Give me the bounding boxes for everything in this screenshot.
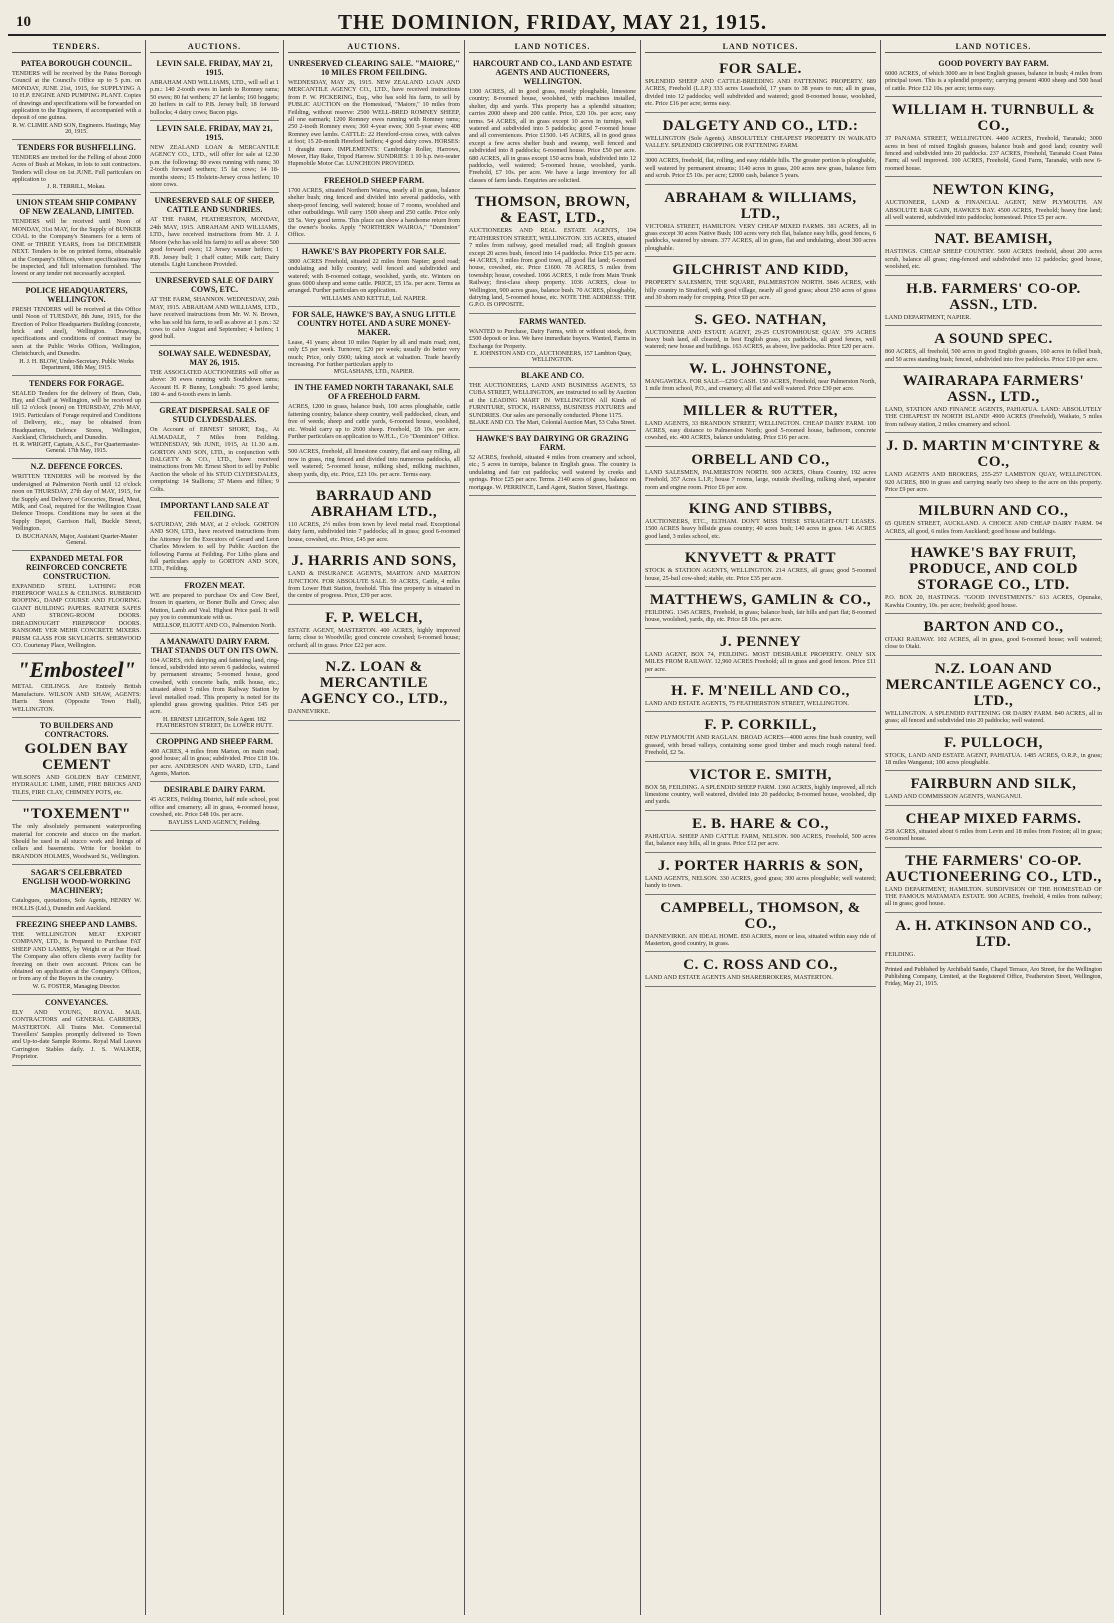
advertisement (150, 782, 279, 830)
ad-display-name: F. P. CORKILL, (704, 717, 817, 734)
advertisement (150, 403, 279, 498)
advertisement (885, 177, 1102, 226)
ad-body: NEW PLYMOUTH AND RAGLAN. BROAD ACRES—4000 acres fine bush country, well grassed, with broad valleys, containing some good timber and much rough natural feed. Freehold, £2 5s. (645, 734, 876, 757)
advertisement (645, 56, 876, 113)
advertisement (288, 483, 460, 548)
advertisement (12, 718, 141, 801)
advertisement (150, 734, 279, 783)
ad-body: TENDERS will be received until Noon of MONDAY, 31st MAY, for the Supply of BUNKER COAL to the Company's Steamers for a term of ONE or THREE YEARS, from 1st DECEMBER NEXT. Tenders to be on printed forms, obtainable at the Company's Offices, where specifications may be inspected, and full information furnished. The lowest or any tender not necessarily accepted. (12, 218, 141, 278)
advertisement (885, 614, 1102, 656)
advertisement (885, 97, 1102, 177)
ad-body: SPLENDID SHEEP AND CATTLE-BREEDING AND FATTENING PROPERTY. 689 ACRES, Freehold (L.I.P.) 333 acres Leasehold, 17 years to 38 years to run; all in grass, divided into 12 paddocks; well subdivided and watered; good 8-roomed house, woolshed, etc. Price £16 per acre; terms easy. (645, 78, 876, 108)
advertisement (150, 193, 279, 273)
advertisement (885, 368, 1102, 433)
advertisement (645, 853, 876, 895)
ad-body: PROPERTY SALESMEN, THE SQUARE, PALMERSTON NORTH. 3846 ACRES, with hilly country in Stratford, with good village, nearly all good grass; about 250 acres of grass and 30 shorn ready for cropping. Price £8 per acre. (645, 279, 876, 302)
advertisement (645, 307, 876, 356)
ad-display-name: CAMPBELL, THOMSON, & CO., (660, 899, 861, 932)
ad-display-name: THOMSON, BROWN, & EAST, LTD., (474, 194, 631, 227)
ad-heading: FREEZING SHEEP AND LAMBS. (16, 920, 137, 929)
advertisement (288, 654, 460, 720)
ad-display-name: GOLDEN BAY CEMENT (24, 740, 129, 773)
ad-body: STOCK & STATION AGENTS, WELLINGTON. 214 ACRES, all grass; good 5-roomed house, 25-bail cow-shed; stable, etc. Price £35 per acre. (645, 567, 876, 582)
column-3 (283, 40, 464, 1615)
advertisement (288, 380, 460, 445)
ad-display-name: KING AND STIBBS, (688, 500, 833, 517)
ad-body: AT THE FARM, SHANNON. WEDNESDAY, 26th MAY, 1915. ABRAHAM AND WILLIAMS, LTD., have received instructions from Mr. W. N. Brown, who has sold his farm, to sell as above at 1 p.m.: 32 cows to calve August and September; 4 heifers; 1 good bull. (150, 296, 279, 341)
advertisement (885, 913, 1102, 963)
ad-display-name: MILLER & RUTTER, (682, 402, 839, 419)
ad-body: WILSON'S AND GOLDEN BAY CEMENT, HYDRAULIC LIME, LIME, FIRE BRICKS AND TILES, FIRE CLAY, CHIMNEY POTS, etc. (12, 773, 141, 796)
ad-display-name: W. L. JOHNSTONE, (689, 360, 832, 377)
ad-heading: IN THE FAMED NORTH TARANAKI, SALE OF A FREEHOLD FARM. (294, 383, 454, 402)
advertisement (885, 226, 1102, 275)
advertisement (12, 459, 141, 550)
ad-body: AUCTIONEER AND ESTATE AGENT, 29-25 CUSTOMHOUSE QUAY. 379 ACRES heavy bush land, all cleared, in best English grass, six paddocks, all good fences, well watered; new house and buildings. 163 ACRES, as above, live paddocks. Price £20 per acre. (645, 328, 876, 351)
ad-body: AUCTIONEER, LAND & FINANCIAL AGENT, NEW PLYMOUTH. AN ABSOLUTE BAR GAIN, HAWKE'S BAY. 4500 ACRES, Freehold; heavy fine land; all well watered, subdivided into paddocks; homestead. Price £5 per acre. (885, 199, 1102, 222)
advertisement (12, 917, 141, 995)
ad-body: LAND AGENT, BOX 74, FEILDING. MOST DESIRABLE PROPERTY. ONLY SIX MILES FROM RAILWAY. 12,960 ACRES Freehold; all in grass and good fences. Price £11 per acre. (645, 650, 876, 673)
advertisement (645, 496, 876, 545)
advertisement (288, 548, 460, 605)
ad-body: LAND & INSURANCE AGENTS, MARTON AND MARTON JUNCTION. FOR ABSOLUTE SALE. 59 ACRES, Cattle, 4 miles from Lower Hutt Station, freehold. This fine property is situated in the centre of progress. Price, £39 per acre. (288, 570, 460, 600)
ad-body: MANGAWEKA. FOR SALE—£250 CASH. 150 ACRES, Freehold, near Palmerston North, 1 mile from school, P.O., and creamery; all flat and well watered. Price £30 per acre. (645, 377, 876, 393)
section-heading: TENDERS. (12, 42, 141, 53)
ad-body: LAND DEPARTMENT, NAPIER. (885, 313, 971, 321)
ad-body: EXPANDED STEEL LATHING FOR FIREPROOF WALLS & CEILINGS. RUBEROID ROOFING, DAMP COURSE AND FLOORING. GIANT BUILDING PAPERS. RATNER SAFES AND STRONG-ROOM DOORS. DREADNOUGHT FIREPROOF DOORS. RANSOME VER MEHR CONCRETE MIXERS. PRISM GLASS FOR SKYLIGHTS. SHERWOOD CO. Courtenay Place, Wellington. (12, 582, 141, 649)
ad-body: SEALED Tenders for the delivery of Bran, Oats, Hay, and Chaff at Wellington, will be received up till 12 o'clock (noon) on THURSDAY, 27th MAY, 1915. Particulars of Forage required and Conditions of Delivery, etc., may be obtained from Headquarters, Defence Stores, Wellington, Auckland, Christchurch, and Dunedin. (12, 389, 141, 441)
section-heading: LAND NOTICES. (469, 42, 636, 53)
advertisement (645, 952, 876, 986)
ad-body: DANNEVIRKE. (288, 708, 331, 716)
ad-body: Lease, 41 years; about 10 miles Napier by all and main road; rent, only £5 per week. Turnover, £20 per week; usually do better very much; Price, only £600; taking stock at valuation. Trade heavily increasing. For further particulars apply to (288, 338, 460, 368)
ad-display-name: E. B. HARE & CO., (692, 815, 829, 832)
ad-body: WE are prepared to purchase Ox and Cow Beef, frozen in quarters, or Boner Bulls and Cows; also Mutton, Lamb and Veal. Highest Price paid. It will pay you to communicate with us. (150, 591, 279, 622)
ad-display-name: J. HARRIS AND SONS, (291, 553, 457, 570)
ad-body: ACRES, 1200 in grass, balance bush, 100 acres ploughable, cattle fattening country, balance sheep country, well paddocked, clean, and free of weeds; sheep and cattle yards, 6-roomed house, woolshed, etc. Would carry up to 2600 sheep. Freehold, £8 10s. per acre. Further particulars on application to W.H.L., C/o "Dominion" Office. (288, 403, 460, 440)
advertisement (645, 154, 876, 184)
ad-heading: LEVIN SALE. FRIDAY, MAY 21, 1915. (156, 59, 273, 77)
ad-heading: BLAKE AND CO. (521, 370, 584, 380)
advertisement (885, 276, 1102, 326)
ad-display-name: N.Z. LOAN AND MERCANTILE AGENCY CO., LTD., (885, 660, 1102, 709)
ad-heading: UNRESERVED SALE OF DAIRY COWS, ETC. (155, 276, 274, 295)
advertisement (885, 656, 1102, 730)
ad-heading: A MANAWATU DAIRY FARM. THAT STANDS OUT ON ITS OWN. (151, 636, 278, 655)
ad-body: LAND AGENTS, NELSON. 330 ACRES, good grass; 300 acres ploughable; well watered; handy to town. (645, 874, 876, 890)
ad-body: STOCK, LAND AND ESTATE AGENT, PAHIATUA. 1485 ACRES, O.R.P., in grass; 18 miles Wanganui; 100 acres ploughable. (885, 751, 1102, 766)
ad-body: Catalogues, quotations, Sole Agents, HENRY W. HOLLIS (Ltd.), Dunedin and Auckland. (12, 897, 141, 912)
column-5 (640, 40, 880, 1615)
ad-display-name: F. PULLOCH, (944, 734, 1043, 751)
ad-body: WRITTEN TENDERS will be received by the undersigned at Palmerston North until 12 o'clock noon on THURSDAY, 27th day of MAY, 1915, for the Supply and Delivery of Groceries, Bread, Meat, Milk, and Coal, required for the Wellington Coast Defence Troops. Conditions may be seen at the Supply Depot, Garrison Hall, Buckle Street, Wellington. (12, 473, 141, 533)
ad-heading: FREEHOLD SHEEP FARM. (323, 175, 425, 185)
ad-heading: SOLWAY SALE. WEDNESDAY, MAY 26, 1915. (158, 348, 271, 367)
ad-display-name: BARRAUD AND ABRAHAM LTD., (310, 488, 438, 521)
advertisement (885, 326, 1102, 368)
advertisement (645, 587, 876, 629)
ad-body: TENDERS will be received by the Patea Borough Council at the Council's Office up to 5 p.m. on MONDAY, JUNE 21st, 1915, for SUPPLYING A 10 H.P. ENGINE AND PUMPING PLANT. Copies of drawings and specifications will be forwarded on application to the Engineers, if accompanied with a deposit of one guinea. (12, 70, 141, 122)
ad-display-name: WILLIAM H. TURNBULL & CO., (891, 102, 1096, 135)
advertisement (885, 433, 1102, 498)
ad-display-name: BARTON AND CO., (923, 618, 1064, 635)
ad-body: 3800 ACRES Freehold, situated 22 miles from Napier; good road; undulating and hilly country; well fenced and subdivided and watered; with 8-roomed cottage, woolshed, yards, etc. Winters on grass 6000 sheep and some cattle. PRICE, £5 15s. per acre. Terms as arranged. Further particulars on application. (288, 257, 460, 295)
imprint: Printed and Published by Archibald Sando, Chapel Terrace, Aro Street, for the Wellington Publishing Company, Limited, at the Registered Office, Featherston Street, Wellington, Friday, May 21, 1915. (885, 967, 1102, 988)
advertisement (12, 140, 141, 196)
ad-heading: LEVIN SALE. FRIDAY, MAY 21, 1915. (156, 124, 273, 143)
ad-body: LAND SALESMEN, PALMERSTON NORTH. 909 ACRES, Ohura Country, 192 acres Freehold, 357 Acres L.I.P.; house 7 rooms, large, outside dwelling, milking shed, separator room and engine room. Price £6 per acre. (645, 468, 876, 491)
ad-display-name: J. PENNEY (719, 633, 802, 650)
ad-signature: E. JOHNSTON AND CO., AUCTIONEERS, 157 Lambton Quay, WELLINGTON. (473, 350, 632, 363)
column-2 (145, 40, 283, 1615)
ad-heading: GREAT DISPERSAL SALE OF STUD CLYDESDALES. (159, 406, 270, 425)
ad-display-name: J. D. MARTIN M'CINTYRE & CO., (886, 438, 1101, 471)
ad-body: METAL CEILINGS. Are Entirely British Manufacture. WILSON AND SHAW, AGENTS: Harris Street (Opposite Town Hall), WELLINGTON. (12, 683, 141, 713)
ad-display-name: S. GEO. NATHAN, (694, 311, 827, 328)
advertisement (645, 447, 876, 496)
ad-signature: W. G. FOSTER, Managing Director. (32, 983, 121, 990)
ad-body: OTAKI RAILWAY. 102 ACRES, all in grass, good 6-roomed house; well watered; close to Otaki. (885, 635, 1102, 651)
advertisement (885, 498, 1102, 540)
ad-body: LAND AGENTS, 33 BRANDON STREET, WELLINGTON. CHEAP DAIRY FARM. 100 ACRES, easy distance to Palmerston North; good 5-roomed house, bathroom, concrete cowshed, etc. 400 ACRES, balance undulating. Price £16 per acre. (645, 419, 876, 442)
ad-heading: N.Z. DEFENCE FORCES. (30, 462, 123, 472)
ad-body: 1700 ACRES, situated Northern Wairoa, nearly all in grass, balance shelter bush; ring fenced and divided into several paddocks, with sheep-proof fencing, well watered; house of 7 rooms, woolshed and other outbuildings. Will carry 1500 sheep and 250 cattle. Price only £8 5s. Very good terms. This place can show a handsome return from the owner's books. Apply "NORTHERN WAIROA," "Dominion" Office. (288, 186, 460, 239)
column-6 (880, 40, 1106, 1615)
ad-body: The only absolutely permanent waterproofing material for concrete and stucco on the market. Should be used in all stucco work and linings of cellars and basements. Write for booklet to BRANDON HOLMES, Woodward St., Wellington. (12, 823, 141, 860)
advertisement (288, 173, 460, 244)
advertisement (12, 995, 141, 1066)
ad-body: On Account of ERNEST SHORT, Esq., At ALMADALE, 7 Miles from Feilding. WEDNESDAY, 9th JUNE, 1915, At 11.30 a.m. GORTON AND SON, LTD., in conjunction with DALGETY & CO., LTD., have received instructions from Mr. Ernest Short to sell by Public Auction the whole of his STUD CLYDESDALES, comprising: 14 Stallions; 37 Mares and fillies; 9 Colts. (150, 426, 279, 493)
ad-heading: HAWKE'S BAY DAIRYING OR GRAZING FARM. (476, 434, 629, 452)
ad-heading: POLICE HEADQUARTERS, WELLINGTON. (25, 285, 128, 304)
ad-body: LAND DEPARTMENT, HAMILTON. SUBDIVISION OF THE HOMESTEAD OF THE FAMOUS MATAMATA ESTATE. 900 ACRES, freehold, 4 miles from railway; all in grass; good house. (885, 885, 1102, 908)
ad-signature: H. R. WRIGHT, Captain, A.S.C., For Quartermaster-General. 17th May, 1915. (12, 442, 141, 455)
ad-body: PAHIATUA. SHEEP AND CATTLE FARM, NELSON. 900 ACRES, Freehold, 500 acres flat, balance easy hills, all in grass. Price £12 per acre. (645, 832, 876, 848)
section-heading: AUCTIONS. (288, 42, 460, 53)
ad-heading: CONVEYANCES. (44, 997, 109, 1007)
ad-body: 500 ACRES, freehold, all limestone country, flat and easy rolling, all now in grass, ring fenced and divided into numerous paddocks, all well watered; 5-roomed house, milking shed, milking machines, sheep yards, dip, etc. Price, £23 10s. per acre. Terms easy. (288, 448, 460, 478)
ad-heading: FOR SALE, HAWKE'S BAY, A SNUG LITTLE COUNTRY HOTEL AND A SURE MONEY-MAKER. (292, 309, 456, 337)
ad-display-name: H. F. M'NEILL AND CO., (671, 683, 850, 700)
ad-body: WELLINGTON. A SPLENDID FATTENING OR DAIRY FARM. 840 ACRES, all in grass; all fenced and subdivided into 20 paddocks; well watered. (885, 709, 1102, 725)
ad-display-name: NEWTON KING, (932, 182, 1055, 199)
advertisement (645, 356, 876, 398)
advertisement (645, 398, 876, 447)
advertisement (469, 368, 636, 431)
ad-heading: PATEA BOROUGH COUNCIL. (20, 59, 133, 68)
advertisement (12, 551, 141, 655)
ad-display-name: ORBELL AND CO., (691, 451, 830, 468)
ad-heading: GOOD POVERTY BAY FARM. (938, 59, 1049, 68)
advertisement (645, 629, 876, 678)
page-number: 10 (16, 14, 31, 30)
advertisement (12, 654, 141, 718)
ad-body: P.O. BOX 20, HASTINGS. "GOOD INVESTMENTS." 613 ACRES, Opunake, Kawhia Country, 10s. per acre; freehold; good house. (885, 594, 1102, 609)
masthead (8, 10, 1106, 36)
advertisement (885, 56, 1102, 97)
advertisement (288, 307, 460, 381)
ad-signature: BAYLISS LAND AGENCY, Feilding. (168, 819, 261, 826)
ad-display-name: A. H. ATKINSON AND CO., LTD. (895, 917, 1092, 950)
advertisement (288, 244, 460, 307)
advertisement (469, 431, 636, 496)
ad-display-name: MILBURN AND CO., (918, 503, 1069, 520)
ad-heading: HAWKE'S BAY PROPERTY FOR SALE. (301, 246, 447, 256)
ad-signature: D. BUCHANAN, Major, Assistant Quarter-Master General. (15, 533, 138, 546)
ad-body: 45 ACRES, Feilding District, half mile school, post office and creamery; all in grass, 4-roomed house, cowshed, etc. Price £48 10s. per acre. (150, 796, 279, 819)
ad-heading: UNRESERVED SALE OF SHEEP, CATTLE AND SUNDRIES. (154, 196, 275, 215)
ad-display-name: "TOXEMENT" (22, 806, 131, 823)
ad-body: ELY AND YOUNG, ROYAL MAIL CONTRACTORS and GENERAL CARRIERS, MASTERTON. All Trains Met. Commercial Travellers' Samples promptly delivered to Town and Up-to-date Sample Rooms. Royal Mail Leaves Carrington Stables daily. J. S. WALKER, Proprietor. (12, 1008, 141, 1061)
ad-heading: CROPPING AND SHEEP FARM. (156, 736, 273, 746)
advertisement (885, 730, 1102, 772)
ad-display-name: C. C. ROSS AND CO., (683, 957, 838, 974)
ad-signature: WILLIAMS AND KETTLE, Ltd. NAPIER. (321, 295, 427, 302)
advertisement (12, 195, 141, 282)
column-4 (464, 40, 640, 1615)
section-heading: AUCTIONS. (150, 42, 279, 53)
ad-body: AUCTIONEERS AND REAL ESTATE AGENTS, 194 FEATHERSTON STREET, WELLINGTON. 335 ACRES, situated 7 miles from railway, good metalled road; all English grasses except 20 acres bush, fenced into 14 paddocks. Price £15 per acre. 44 ACRES, 3 miles from good town, all good flat land; 6-roomed house, cowshed, etc. Price £1600. 78 ACRES, 5 miles from township; house, cowshed. 1066 ACRES, 1 mile from Main Trunk Railway; first-class sheep property. 1036 ACRES, close to Wellington, 900 acres grass, balance bush. 70 ACRES, ploughable, dairying land, 5-roomed house, etc. NOTE THE ADDRESS: THE G.P.O. IS OPPOSITE. (469, 227, 636, 309)
advertisement (288, 445, 460, 483)
ad-body: 65 QUEEN STREET, AUCKLAND. A CHOICE AND CHEAP DAIRY FARM. 94 ACRES, all good, 6 miles from Auckland; good house and buildings. (885, 520, 1102, 535)
ad-logo-text: "Embosteel" (17, 657, 136, 683)
ad-heading: SAGAR'S CELEBRATED ENGLISH WOOD-WORKING MACHINERY; (22, 868, 131, 896)
ad-body: WANTED to Purchase, Dairy Farms, with or without stock, from £500 deposit or less. We have immediate buyers. Wanted, Farms in Exchange for Property. (469, 327, 636, 350)
advertisement (469, 56, 636, 189)
advertisement (645, 257, 876, 306)
ad-body: SATURDAY, 29th MAY, at 2 o'clock. GORTON AND SON, LTD., have received instructions from the Attorney for the Executors of Gerard and Leon Charles Mowlem to sell by Public Auction the following Farms at Feilding. For Litho plans and full particulars apply to GORTON AND SON, LTD., Feilding. (150, 521, 279, 573)
ad-body: WELLINGTON (Sole Agents). ABSOLUTELY CHEAPEST PROPERTY IN WAIKATO VALLEY. SPLENDID CROPPING OR FATTENING FARM. (645, 134, 876, 150)
ad-display-name: FOR SALE. (719, 61, 802, 77)
column-1 (8, 40, 145, 1615)
ad-display-name: DALGETY AND CO., LTD.: (662, 117, 859, 134)
ad-signature: MELLSOP, ELIOTT AND CO., Palmerston North. (152, 622, 277, 629)
ad-body: 52 ACRES, freehold, situated 4 miles from creamery and school, etc.; 5 acres in turnips, balance in English grass. The country is undulating and fair cut paddocks; well watered by creeks and springs. Price £25 per acre. Terms. 2140 acres of grass, balance on mortgage. W. PERRINCE, Land Agent, Station Street, Hastings. (469, 454, 636, 491)
ad-signature: H. J. H. BLOW, Under-Secretary. Public Works Department, 18th May, 1915. (19, 358, 134, 371)
advertisement (150, 121, 279, 193)
ad-heading: FARMS WANTED. (519, 316, 586, 326)
ad-display-name: H.B. FARMERS' CO-OP. ASSN., LTD. (906, 280, 1081, 313)
advertisement (469, 314, 636, 368)
ad-body: 37 PANAMA STREET, WELLINGTON. 4400 ACRES, Freehold, Taranaki; 3000 acres in best of mixed English grasses, balance bush and good land; country well fenced and subdivided into 20 paddocks. 237 ACRES, Freehold, Taranaki Coast Patea Farm; all well improved. 100 ACRES, Freehold, Good Farm, Taranaki, with new 6-roomed house. (885, 135, 1102, 172)
advertisement (645, 811, 876, 853)
ad-body: 860 ACRES, all freehold, 500 acres in good English grasses, 160 acres in felled bush, and 50 acres standing bush; fenced, subdivided into five paddocks. Price £10 per acre. (885, 348, 1102, 363)
ad-body: THE WELLINGTON MEAT EXPORT COMPANY, LTD., Is Prepared to Purchase FAT SHEEP AND LAMBS, by Weight or at Per Head. The Company also offers clients every facility for freezing on their own account. Prices can be obtained on application at the Company's Offices, or from any of the Buyers in the country. (12, 931, 141, 983)
advertisement (885, 806, 1102, 848)
ad-display-name: NAT. BEAMISH, (934, 231, 1053, 248)
ad-signature: J. R. TERRILL, Mokau. (47, 184, 106, 191)
ad-display-name: THE FARMERS' CO-OP. AUCTIONEERING CO., LTD., (885, 852, 1102, 885)
ad-body: THE ASSOCIATED AUCTIONEERS will offer as above: 30 ewes running with Southdown rams; Account H. P. Bunny, Longbush: 75 good lambs; 180 4- and 6-tooth ewes in lamb. (150, 368, 279, 398)
ad-signature: BLAKE AND CO. The Mart, Colonial Auction Mart, 53 Cuba Street. (469, 420, 636, 426)
advertisement (645, 185, 876, 258)
advertisement (150, 56, 279, 121)
advertisement (645, 895, 876, 953)
ad-display-name: HAWKE'S BAY FRUIT, PRODUCE, AND COLD STORAGE CO., LTD. (909, 545, 1078, 594)
ad-body: 6000 ACRES, of which 3000 are in best English grasses, balance in bush; 4 miles from principal town. This is a splendid property; carrying present 4000 sheep and 500 head of cattle. Price £12 10s. per acre; terms easy. (885, 70, 1102, 92)
ad-display-name: F. P. WELCH, (325, 609, 423, 626)
section-heading: LAND NOTICES. (885, 42, 1102, 53)
ad-display-name: FAIRBURN AND SILK, (910, 776, 1077, 793)
advertisement (645, 545, 876, 587)
ad-body: AT THE FARM, FEATHERSTON, MONDAY, 24th MAY, 1915. ABRAHAM AND WILLIAMS, LTD., have received instructions from Mr. J. J. Moore (who has sold his farm) to sell as above: 500 good forward ewes; 12 Jersey weaner heifers; 1 P.B. Jersey bull; 1 chaff cutter; Milk cart; Dairy utensils. Light Luncheon Provided. (150, 216, 279, 268)
ad-display-name: MATTHEWS, GAMLIN & CO., (649, 592, 872, 608)
advertisement (12, 283, 141, 376)
ad-body: LAND AND COMMISSION AGENTS, WANGANUI. (885, 793, 1023, 801)
ad-body: 110 ACRES, 2½ miles from town by level metal road. Exceptional dairy farm, subdivided into 7 paddocks; all in grass; good 6-roomed house, cowshed, etc. Price, £45 per acre. (288, 521, 460, 543)
ad-body: FEILDING. (885, 950, 916, 958)
advertisement (645, 678, 876, 712)
ad-heading: TO BUILDERS AND CONTRACTORS. (39, 720, 114, 739)
advertisement (150, 498, 279, 578)
ad-body: LAND AND ESTATE AGENTS AND SHAREBROKERS, MASTERTON. (645, 974, 833, 982)
ad-heading: UNRESERVED CLEARING SALE. "MAIORE," 10 MILES FROM FEILDING. (288, 59, 460, 77)
ad-body: WEDNESDAY, MAY 26, 1915. NEW ZEALAND LOAN AND MERCANTILE AGENCY CO., LTD., have received instructions from F. W. PICKERING, Esq., who has sold his farm, to sell by PUBLIC AUCTION on the Homestead, "Maiore," 10 miles from Feilding, without reserve: 2500 WELL-BRED ROMNEY SHEEP, all one earmark; 1200 Romney ewes running with Romney rams; 250 2-tooth Romney ewes; 360 4-year ewes; 300 5-year ewes; 408 Romney ewe lambs. CATTLE: 22 Hereford-cross cows, with calves at foot; 15 20-month Hereford heifers; 4 good dairy cows. HORSES: 1 draught mare. IMPLEMENTS: Cambridge Roller, Harrows, Mower, Hay Rake, Tripod Harrow. SUNDRIES: 1 10 h.p. two-seater Hupmobile Motor Car. LUNCHEON PROVIDED. (288, 79, 460, 168)
ad-signature: M'GLASHANS, LTD., NAPIER. (333, 369, 415, 376)
ad-heading: TENDERS FOR FORAGE. (29, 378, 124, 388)
ad-display-name: ABRAHAM & WILLIAMS, LTD., (664, 189, 857, 222)
advertisement (288, 56, 460, 173)
ad-body: AUCTIONEERS, ETC., ELTHAM. DON'T MISS THESE STRAIGHT-OUT LEASES. 1500 ACRES heavy hillside grass country; 40 acres bush; 140 acres in grass. 146 ACRES good land, 3 miles school, etc. (645, 517, 876, 540)
ad-heading: FROZEN MEAT. (184, 580, 245, 590)
advertisement (12, 865, 141, 917)
advertisement (885, 771, 1102, 805)
ad-display-name: VICTOR E. SMITH, (689, 766, 832, 783)
ad-heading: TENDERS FOR BUSHFELLING. (17, 142, 136, 152)
ad-display-name: A SOUND SPEC. (934, 331, 1053, 348)
ad-body: LAND AND ESTATE AGENTS, 75 FEATHERSTON STREET, WELLINGTON. (645, 700, 849, 708)
ad-body: LAND AGENTS AND BROKERS, 255-257 LAMBTON QUAY, WELLINGTON. 920 ACRES, 800 in grass and carrying nearly two sheep to the acre on this property. Price £9 per acre. (885, 471, 1102, 493)
advertisement (469, 189, 636, 313)
ad-heading: UNION STEAM SHIP COMPANY OF NEW ZEALAND, LIMITED. (16, 198, 137, 217)
ad-heading: DESIRABLE DAIRY FARM. (163, 785, 266, 795)
ad-body: 258 ACRES, situated about 6 miles from Levin and 18 miles from Foxton; all in grass; 6-roomed house. (885, 827, 1102, 843)
advertisement (12, 56, 141, 140)
ad-body: ABRAHAM AND WILLIAMS, LTD., will sell at 1 p.m.: 140 2-tooth ewes in lamb to Romney rams; 50 ewes; 80 fat wethers; 27 fat lambs; 160 hoggets; 20 heifers in calf to P.B. Jersey bull; 18 forward bullocks; 4 dairy cows; Bacon pigs. (150, 79, 279, 116)
ad-body: HASTINGS. CHEAP SHEEP COUNTRY. 5600 ACRES freehold, about 200 acres scrub, balance all grass; ring-fenced and subdivided into 12 paddocks; good house, woolshed, etc. (885, 248, 1102, 271)
ad-body: DANNEVIRKE. AN IDEAL HOME. 850 ACRES, more or less, situated within easy ride of Masterton, good country, in grass. (645, 932, 876, 947)
advertisement (150, 273, 279, 345)
ad-body: VICTORIA STREET, HAMILTON. VERY CHEAP MIXED FARMS. 381 ACRES, all in grass except 30 acres Native Bush; 100 acres very rich flat, balance easy hills, good fences, 6 paddocks, watered by stream. 377 ACRES, all in grass, flat and undulating, about 300 acres ploughable. (645, 222, 876, 252)
advertisement (645, 712, 876, 761)
ad-body: 400 ACRES, 4 miles from Marton, on main road; good house; all in grass; subdivided. Price £18 10s. per acre. ANDERSON AND WARD, LTD., Land Agents, Marton. (150, 747, 279, 777)
ad-body: TENDERS are invited for the Felling of about 2000 Acres of Bush at Mokau, in lots to suit contractors. Tenders will close on 1st JUNE. Full particulars on application to (12, 153, 141, 184)
advertisement (645, 762, 876, 811)
ad-heading: IMPORTANT LAND SALE AT FEILDING. (160, 501, 269, 520)
advertisement (885, 848, 1102, 913)
ad-heading: EXPANDED METAL FOR REINFORCED CONCRETE CONSTRUCTION. (25, 553, 128, 581)
ad-signature: R. W. CLIMIE AND SON, Engineers. Hastings, May 20, 1915. (12, 122, 141, 135)
ad-body: 1300 ACRES, all in good grass, mostly ploughable, limestone country; 8-roomed house, woolshed, with machines installed, shelter, dip and yards. This property has a splendid situation; carries 2000 sheep and 200 cattle. Price, £20 10s. per acre; easy terms. 54 ACRES, all in grass except 10 acres in turnips, well watered and subdivided into 5 paddocks; good 7-roomed house and all conveniences. Price £1500. 145 ACRES, all in good grass except a few acres shelter bush and swamp, well fenced and subdivided into 8 paddocks; 6-roomed house. Price £50 per acre. 680 ACRES, all in grass except 150 acres bush, subdivided into 12 paddocks, well watered; 5-roomed house, woolshed, yards. Freehold, £7 10s. per acre. We have a large inventory for all classes of farm lands. Enquiries are solicited. (469, 88, 636, 184)
ad-body: NEW ZEALAND LOAN & MERCANTILE AGENCY CO., LTD., will offer for sale at 12.30 p.m. the following: 80 ewes running with rams; 30 2-tooth forward wethers; 15 fat cows; 14 18-months steers; 15 Holstein-Jersey cross heifers; 10 store cows. (150, 144, 279, 189)
advertisement (645, 113, 876, 155)
ad-display-name: N.Z. LOAN & MERCANTILE AGENCY CO., LTD., (300, 659, 448, 708)
newspaper-title: THE DOMINION, FRIDAY, MAY 21, 1915. (338, 10, 768, 34)
ad-body: 3000 ACRES, freehold, flat, rolling, and easy ridable hills. The greater portion is ploughable, well watered by permanent streams; 1140 acres in grass, 200 acres new grass, balance fern and scrub. Price £5 10s. per acre; £2000 cash, balance 5 years. (645, 157, 876, 180)
advertisement (288, 605, 460, 654)
ad-body: FEILDING. 1345 ACRES, Freehold, in grass; balance bush, fair hills and part flat; 8-roomed house, woolshed, yards, dip, etc. Price £8 10s. per acre. (645, 609, 876, 624)
ad-body: BOX 58, FEILDING. A SPLENDID SHEEP FARM. 1360 ACRES, highly improved, all rich limestone country, well watered, divided into 20 paddocks; 8-roomed house, woolshed, dip and yards. (645, 783, 876, 806)
advertisement (12, 801, 141, 865)
ad-display-name: GILCHRIST AND KIDD, (672, 262, 849, 279)
ad-signature: H. ERNEST LEIGHTON, Sole Agent. 182 FEATHERSTON STREET, Dr. LOWER HUTT. (156, 716, 273, 729)
ad-display-name: J. PORTER HARRIS & SON, (657, 857, 864, 874)
ad-display-name: WAIRARAPA FARMERS' ASSN., LTD., (902, 372, 1085, 405)
ad-body: 104 ACRES, rich dairying and fattening land, ring-fenced, subdivided into seven 6 paddocks, watered by permanent streams; 5-roomed house, good cowshed, with concrete bails, milk house, etc.; situated about 5 miles from Railway Station by level metalled road. This property is noted for its splendid grass growing qualities. Price £45 per acre. (150, 656, 279, 716)
ad-body: ESTATE AGENT, MASTERTON. 400 ACRES, highly improved farm; close to Woodville; good concrete cowshed; 6-roomed house; orchard; all in grass. Price £22 per acre. (288, 626, 460, 649)
advertisement (150, 346, 279, 404)
section-heading: LAND NOTICES. (645, 42, 876, 53)
ad-body: FRESH TENDERS will be received at this Office until Noon of TUESDAY, 8th June, 1915, for the Erection of Police Headquarters Building (concrete, brick and steel), Wellington. Drawings, specifications and conditions of contract may be seen at the Public Works Offices, Wellington, Christchurch, and Dunedin. (12, 305, 141, 358)
ad-heading: HARCOURT AND CO., LAND AND ESTATE AGENTS AND AUCTIONEERS, WELLINGTON. (472, 59, 633, 86)
advertisement (150, 578, 279, 634)
ad-display-name: KNYVETT & PRATT (684, 550, 837, 567)
advertisement (150, 634, 279, 734)
ad-body: LAND, STATION AND FINANCE AGENTS, PAHIATUA. LAND: ABSOLUTELY THE CHEAPEST IN NORTH ISLAND! 4900 ACRES (Freehold), Waikato, 5 miles from railway station, 2 miles creamery and school. (885, 405, 1102, 428)
advertisement (12, 376, 141, 460)
ad-display-name: CHEAP MIXED FARMS. (905, 810, 1082, 827)
ad-body: THE AUCTIONEERS, LAND AND BUSINESS AGENTS, 53 CUBA STREET, WELLINGTON, are instructed to sell by Auction at the LEADING MART IN WELLINGTON All Kinds of FURNITURE, STOCK, HARNESS, BUSINESS FIXTURES and SUNDRIES. Our sales are personally conducted. Phone 1175. (469, 381, 636, 419)
advertisement (885, 540, 1102, 614)
